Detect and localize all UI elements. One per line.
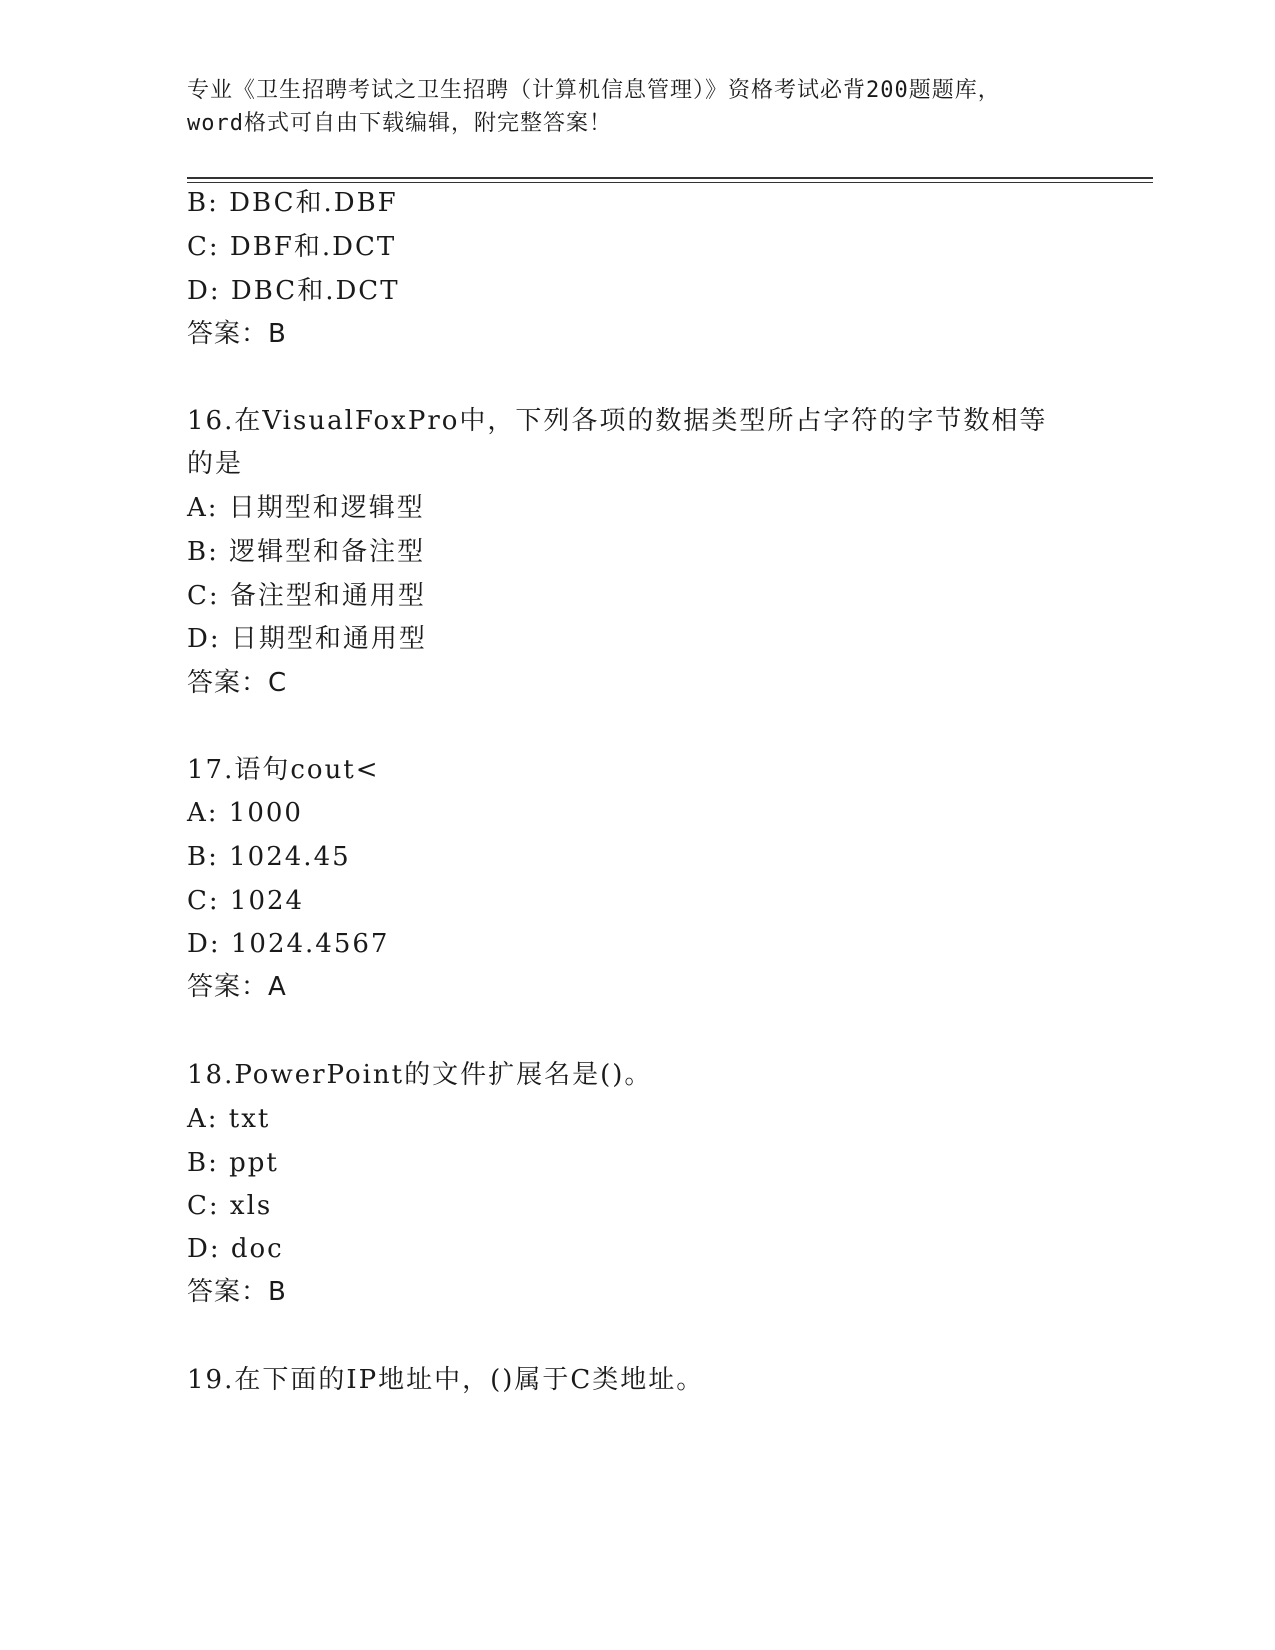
q18-stem: 18.PowerPoint的文件扩展名是()。 (187, 1060, 653, 1090)
q16-stem-line-1: 16.在VisualFoxPro中，下列各项的数据类型所占字符的字节数相等 (187, 406, 1048, 436)
q18-option-c: C: xls (187, 1191, 273, 1221)
q17-option-b: B: 1024.45 (187, 842, 351, 872)
q17-option-d: D: 1024.4567 (187, 929, 390, 959)
q18-option-a: A: txt (187, 1104, 271, 1134)
header-divider-thin (187, 182, 1153, 183)
header-divider-thick (187, 177, 1153, 179)
q15-answer: 答案：B (187, 319, 287, 349)
q15-option-c: C: DBF和.DCT (187, 232, 397, 262)
q16-option-a: A: 日期型和逻辑型 (187, 493, 425, 523)
header-title-line-1: 专业《卫生招聘考试之卫生招聘（计算机信息管理）》资格考试必背200题题库， (187, 78, 1001, 103)
q16-stem-line-2: 的是 (187, 449, 244, 479)
q16-answer: 答案：C (187, 668, 288, 698)
header-title-line-2: word格式可自由下载编辑，附完整答案！ (187, 111, 612, 136)
q19-stem: 19.在下面的IP地址中，()属于C类地址。 (187, 1365, 705, 1395)
q17-option-c: C: 1024 (187, 886, 305, 916)
q15-option-b: B: DBC和.DBF (187, 188, 398, 218)
q18-option-d: D: doc (187, 1234, 284, 1264)
q16-option-b: B: 逻辑型和备注型 (187, 537, 426, 567)
q17-stem: 17.语句cout< (187, 755, 380, 785)
q17-answer: 答案：A (187, 972, 287, 1002)
q17-option-a: A: 1000 (187, 798, 303, 828)
q18-option-b: B: ppt (187, 1148, 279, 1178)
document-header (187, 74, 1087, 140)
q18-answer: 答案：B (187, 1277, 287, 1307)
q16-option-c: C: 备注型和通用型 (187, 581, 426, 611)
q15-option-d: D: DBC和.DCT (187, 276, 400, 306)
q16-option-d: D: 日期型和通用型 (187, 624, 427, 654)
